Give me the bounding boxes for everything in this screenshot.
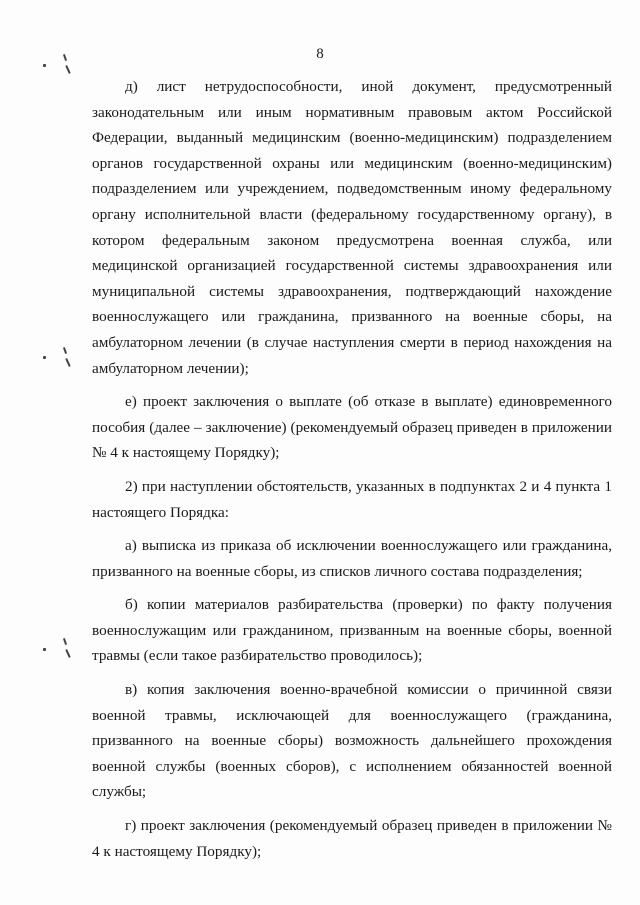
paragraph-b-investigation-copies: б) копии материалов разбирательства (проверки) по факту получения военнослужащим или гражданином, призванным на военные сборы, военной травмы (если такое разбирательство проводилось);: [92, 596, 612, 665]
document-body: [92, 74, 612, 864]
paragraph-g-draft-conclusion: г) проект заключения (рекомендуемый образец приведен в приложении № 4 к настоящему Порядку);: [92, 817, 612, 860]
page-number: 8: [316, 46, 324, 62]
paragraph-a-order-extract: а) выписка из приказа об исключении военнослужащего или гражданина, призванного на военные сборы, из списков личного состава подразделения;: [92, 537, 612, 580]
binding-hole-mark-bottom: [40, 636, 76, 662]
paragraph-d-sick-leave: д) лист нетрудоспособности, иной документ, предусмотренный законодательным или иным нормативным правовым актом Российской Федерации, выданный медицинским (военно-медицинским) подразделением органов государственной охраны или медицинским (военно-медицинским) подразделением или учреждением, подведомственным иному федеральному органу исполнительной власти (федеральному государственному органу), в котором федеральным законом предусмотрена военная служба, или медицинской организацией государственной системы здравоохранения или муниципальной системы здравоохранения, подтверждающий нахождение военнослужащего или гражданина, призванного на военные сборы, на амбулаторном лечении (в случае наступления смерти в период нахождения на амбулаторном лечении);: [92, 78, 612, 377]
paragraph-e-draft-conclusion: е) проект заключения о выплате (об отказе в выплате) единовременного пособия (далее – заключение) (рекомендуемый образец приведен в приложении № 4 к настоящему Порядку);: [92, 393, 612, 462]
binding-hole-mark-middle: [40, 345, 76, 371]
paragraph-2-circumstances: 2) при наступлении обстоятельств, указанных в подпунктах 2 и 4 пункта 1 настоящего Порядка:: [92, 477, 612, 521]
paragraph-v-medical-commission: в) копия заключения военно-врачебной комиссии о причинной связи военной травмы, исключающей для военнослужащего (гражданина, призванного на военные сборы) возможность дальнейшего прохождения военной службы (военных сборов), с исполнением обязанностей военной службы;: [92, 681, 612, 801]
